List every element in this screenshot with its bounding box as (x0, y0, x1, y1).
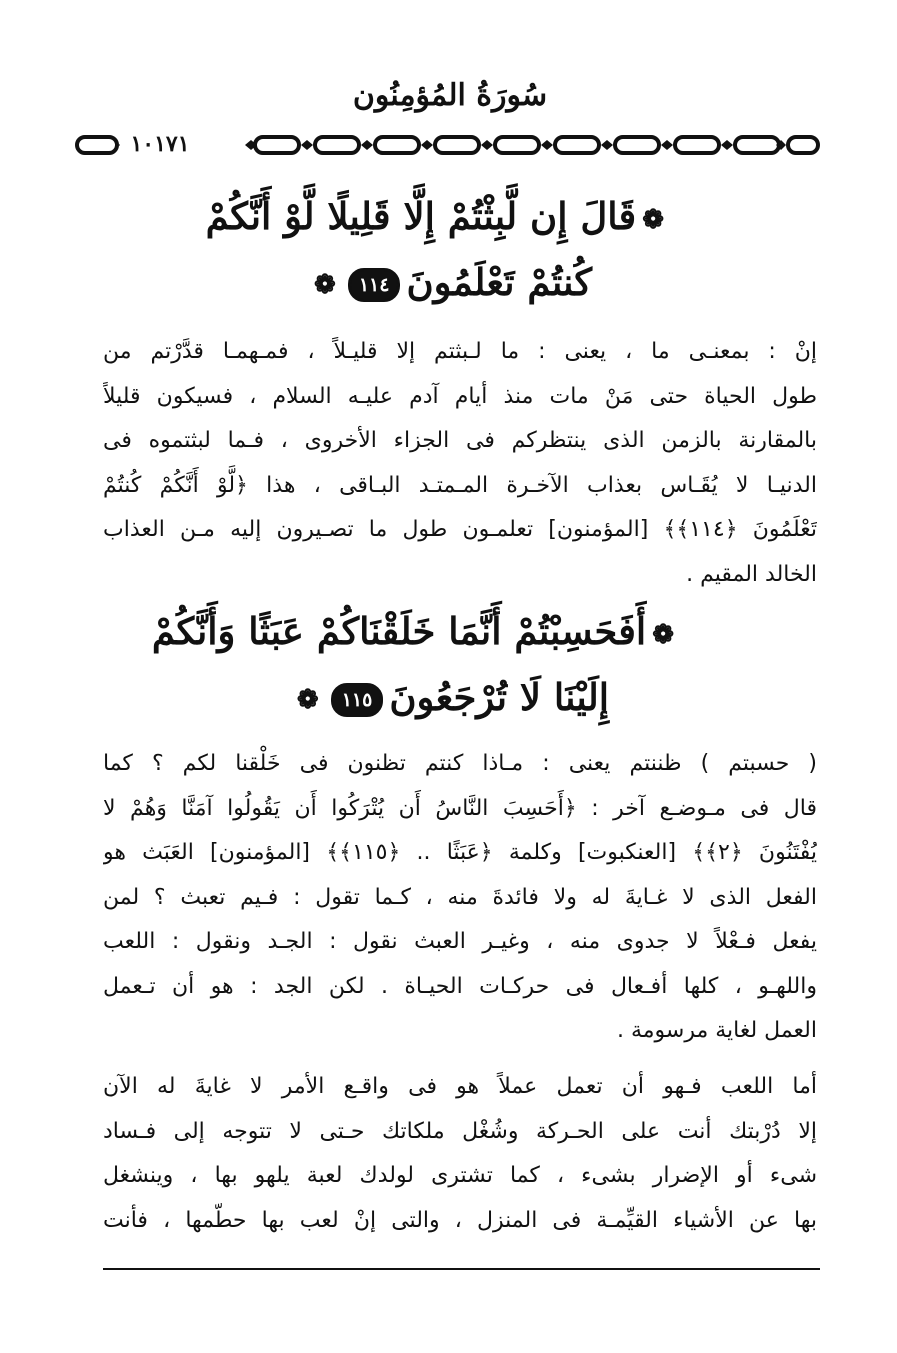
commentary-paragraph-1 (103, 330, 817, 597)
commentary-paragraph-2 (103, 742, 817, 1054)
verse-line-1 (205, 185, 670, 251)
ayah-number-badge: ١١٤ (348, 268, 401, 302)
text-line: إلا دُرْبتك أنت على الحـركة وشُغْل ملكاتك حـتى لا تتوجه إلى فـساد (103, 1118, 817, 1144)
ornate-bracket-icon: ❁ (652, 619, 674, 650)
text-line: العمل لغاية مرسومة . (616, 1018, 817, 1043)
text-line: أما اللعب فـهو أن تعمل عملاً هو فى واقـع الأمر لا غايةَ له الآن (103, 1074, 817, 1099)
verse-text: قَالَ إِن لَّبِثْتُمْ إِلَّا قَلِيلًا لَّوْ أَنَّكُمْ (205, 194, 637, 238)
verse-text: أَفَحَسِبْتُمْ أَنَّمَا خَلَقْنَاكُمْ عَبَثًا وَأَنَّكُمْ (151, 609, 647, 653)
text-line: يُفْتَنُونَ ﴿٢﴾﴾ [العنكبوت] وكلمة ﴿عَبَثًا .. ﴿١١٥﴾﴾ [المؤمنون] العَبَث هو (103, 840, 817, 865)
footer-divider (103, 1268, 820, 1270)
text-line: بالمقارنة بالزمن الذى ينتظركم فى الجزاء الأخروى ، فـما لبثتموه فى (103, 428, 817, 453)
text-line: تَعْلَمُونَ ﴿١١٤﴾﴾ [المؤمنون] تعلمـون طول ما تصـيرون إليه مـن العذاب (103, 517, 817, 542)
text-line: الفعل الذى لا غـايةَ له ولا فائدةَ منه ، كـما تقول : فـيم تعبث ؟ لمن (103, 884, 817, 910)
ayah-number-badge: ١١٥ (331, 683, 384, 717)
verse-line-2 (220, 666, 680, 732)
ornate-bracket-icon: ❁ (642, 204, 664, 235)
text-line: الخالد المقيم . (686, 561, 817, 587)
text-line: شىء أو الإضرار بشىء ، كما تشترى لولدك لعبة يلهو بها ، وينشغل (103, 1163, 817, 1188)
verse-line-2 (230, 251, 670, 317)
text-line: إنْ : بمعنـى ما ، يعنى : ما لـبثتم إلا قليـلاً ، فمـهمـا قدَّرْتم من (103, 339, 817, 364)
text-line: قال فى مـوضـع آخر : ﴿أَحَسِبَ النَّاسُ أَن يُتْرَكُوا أَن يَقُولُوا آمَنَّا وَهُمْ لا (103, 795, 817, 821)
text-line: بها عن الأشياء القيِّمـة فى المنزل ، والتى إنْ لعب بها حطّمها ، فأنت (103, 1207, 817, 1233)
page-number: ١٠١٧١ (120, 129, 200, 159)
quran-verse-115 (151, 600, 680, 731)
text-line: طول الحياة حتى مَنْ مات منذ أيام آدم عليـه السلام ، فسيكون قليلاً (103, 383, 817, 409)
ornate-bracket-icon: ❁ (314, 270, 336, 300)
text-line: يفعل فـعْلاً لا جدوى منه ، وغيـر العبث نقول : الجـد ونقول : اللعب (103, 929, 817, 954)
verse-text: كُنتُمْ تَعْلَمُونَ (406, 259, 592, 304)
ornate-bracket-icon: ❁ (296, 685, 319, 715)
text-line: واللهـو ، كلها أفـعال فى حركـات الحيـاة . لكن الجد : هو أن تـعمل (103, 973, 817, 999)
commentary-paragraph-3 (103, 1065, 817, 1243)
verse-text: إِلَيْنَا لَا تُرْجَعُونَ (389, 674, 610, 719)
surah-title: سُورَةُ المُؤمِنُون (352, 78, 548, 113)
quran-verse-114 (205, 185, 670, 316)
verse-line-1 (151, 600, 680, 666)
text-line: ( حسبتم ) ظننتم يعنى : مـاذا كنتم تظنون فى خَلْقنا لكم ؟ كما (103, 751, 817, 776)
text-line: الدنيـا لا يُقَـاس بعذاب الآخـرة المـمتـد البـاقى ، هذا ﴿لَّوْ أَنَّكُمْ كُنتُمْ (103, 472, 817, 498)
